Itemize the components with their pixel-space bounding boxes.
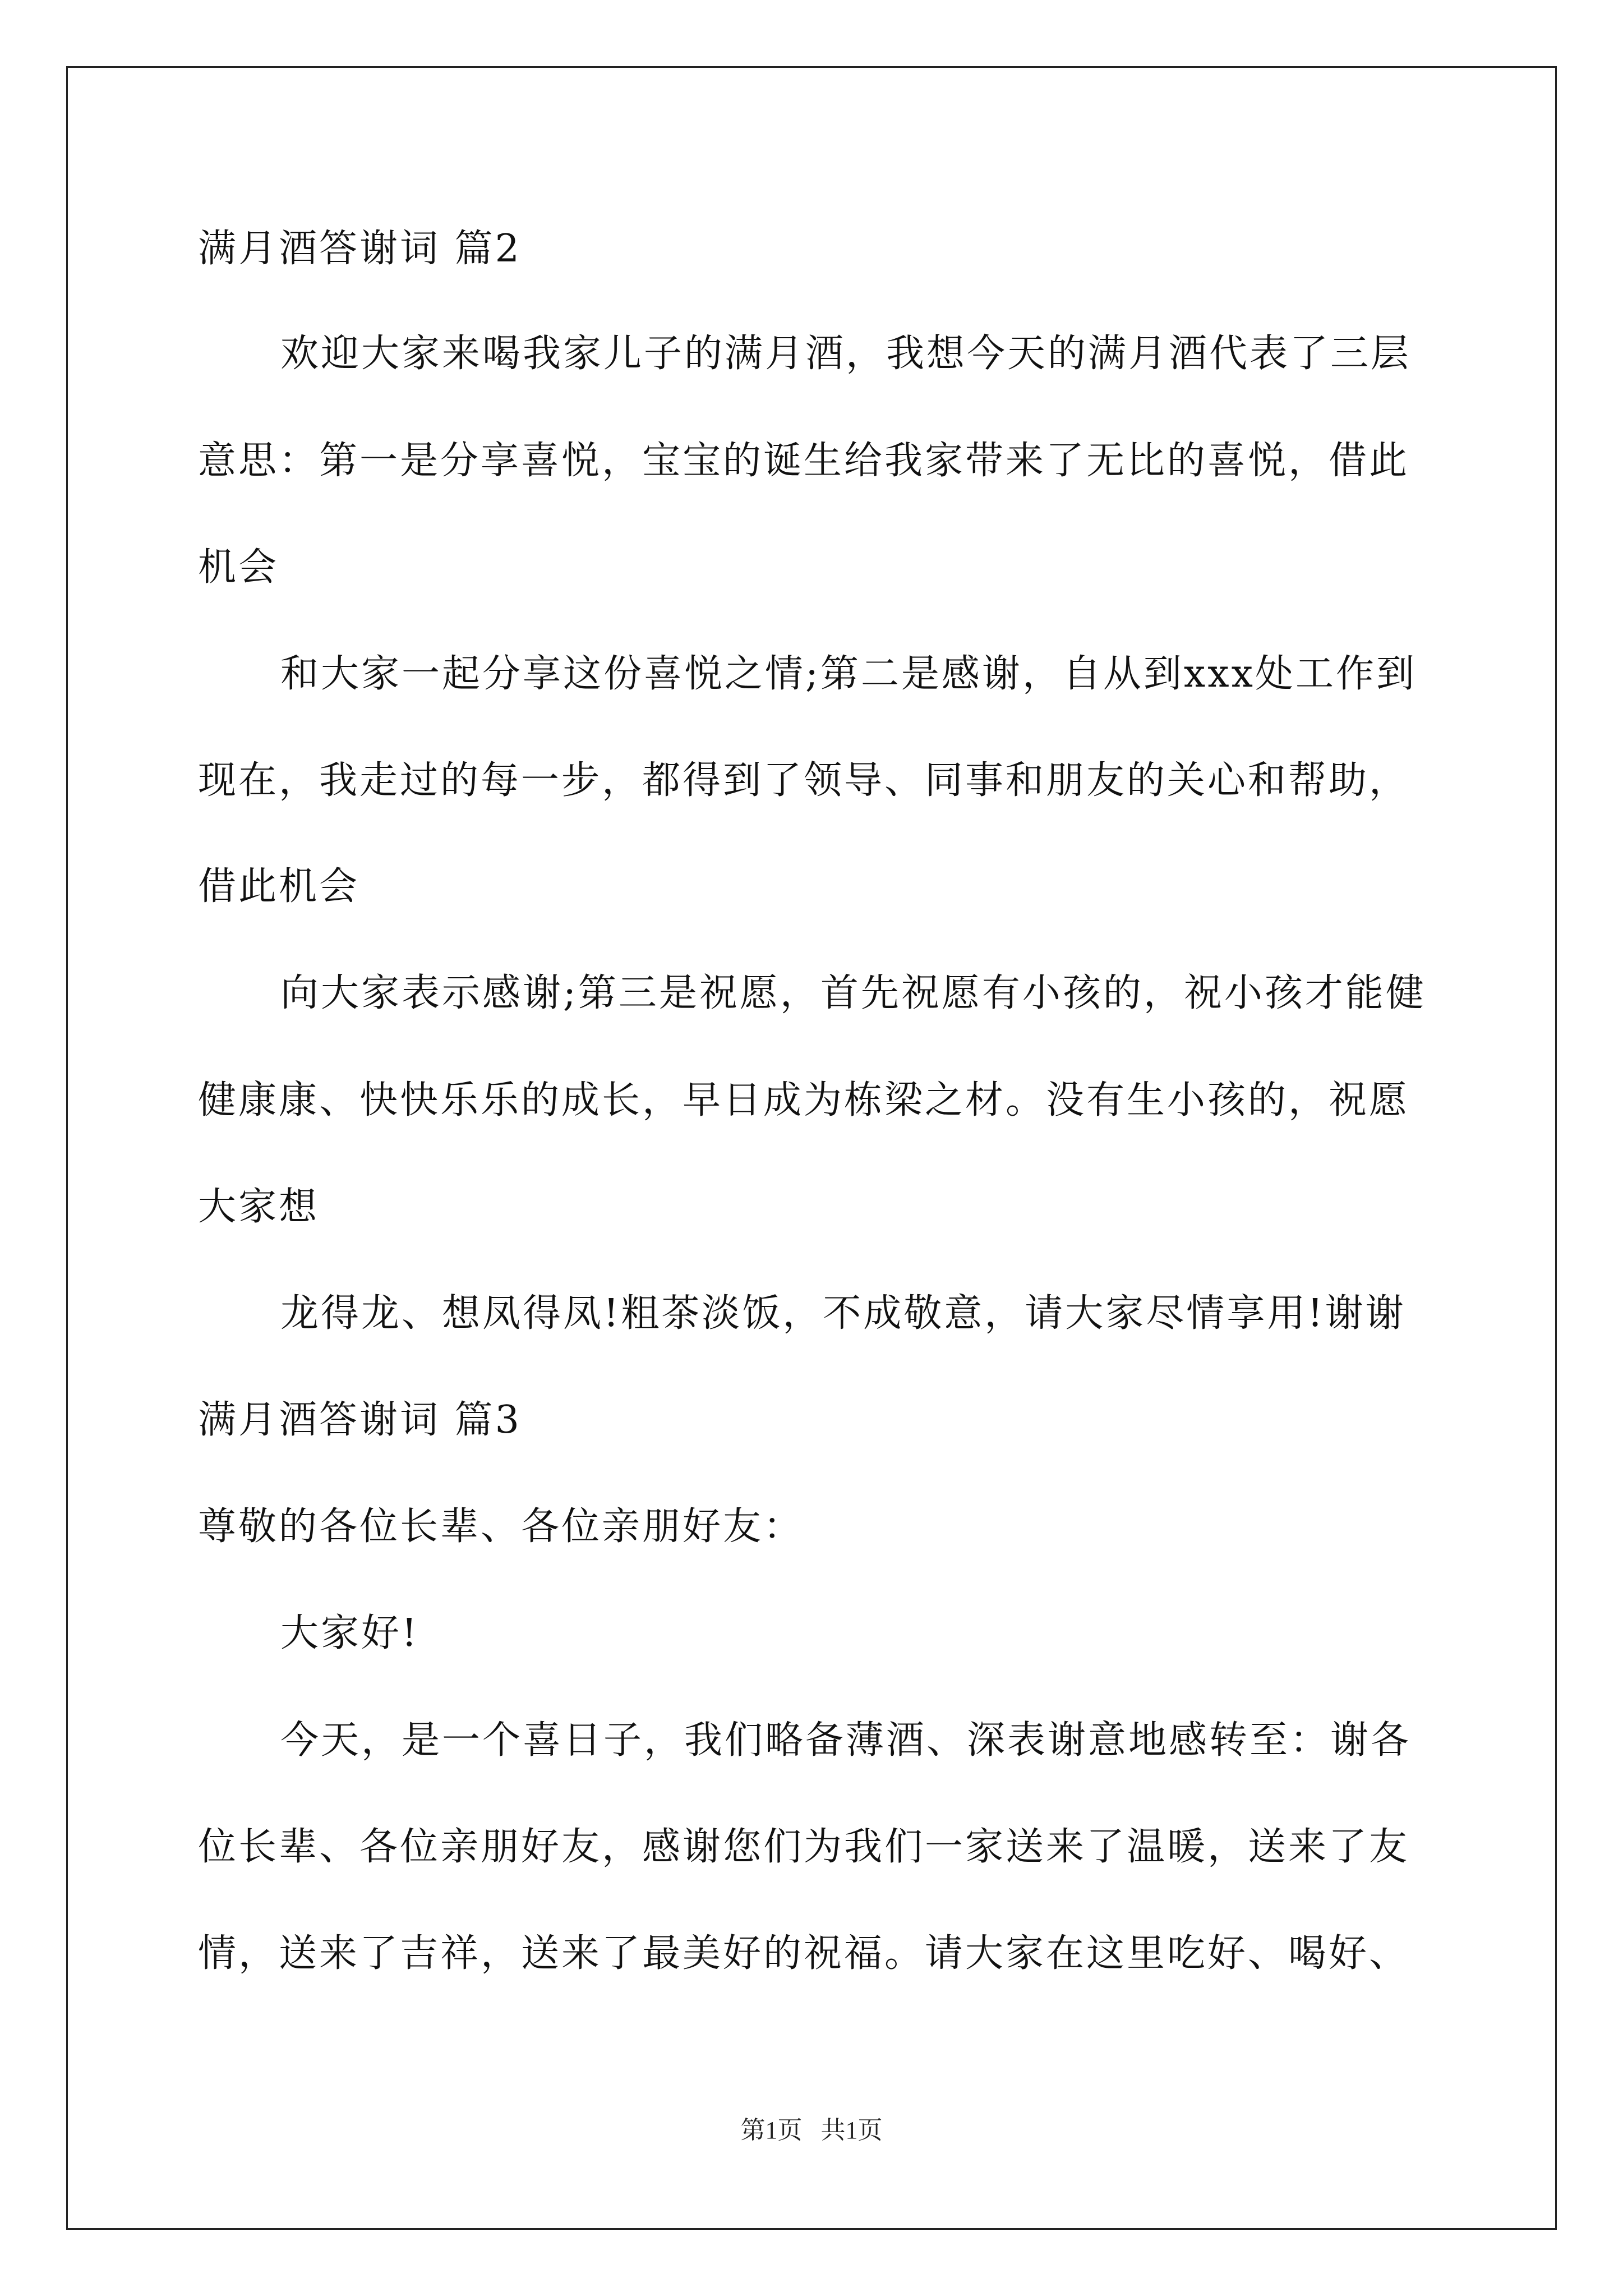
paragraph-line: 大家想	[198, 1185, 320, 1229]
page-footer: 第1页 共1页	[740, 2116, 883, 2144]
paragraph-line: 向大家表示感谢;第三是祝愿，首先祝愿有小孩的，祝小孩才能健	[280, 971, 1426, 1015]
section-heading-3: 满月酒答谢词 篇3	[198, 1398, 522, 1442]
greeting: 大家好!	[280, 1611, 419, 1655]
paragraph-line: 和大家一起分享这份喜悦之情;第二是感谢，自从到xxx处工作到	[280, 652, 1417, 696]
paragraph-line: 龙得龙、想凤得凤!粗茶淡饭，不成敬意，请大家尽情享用!谢谢	[280, 1291, 1406, 1336]
page-border	[66, 66, 1557, 2230]
paragraph-line: 位长辈、各位亲朋好友，感谢您们为我们一家送来了温暖，送来了友	[198, 1825, 1410, 1869]
paragraph-line: 意思：第一是分享喜悦，宝宝的诞生给我家带来了无比的喜悦，借此	[198, 439, 1410, 483]
salutation: 尊敬的各位长辈、各位亲朋好友：	[198, 1504, 804, 1549]
paragraph-line: 欢迎大家来喝我家儿子的满月酒，我想今天的满月酒代表了三层	[280, 332, 1412, 376]
paragraph-line: 现在，我走过的每一步，都得到了领导、同事和朋友的关心和帮助，	[198, 758, 1410, 803]
section-heading-2: 满月酒答谢词 篇2	[198, 227, 522, 271]
paragraph-line: 机会	[198, 545, 279, 590]
paragraph-line: 今天，是一个喜日子，我们略备薄酒、深表谢意地感转至：谢各	[280, 1718, 1412, 1763]
paragraph-line: 健康康、快快乐乐的成长，早日成为栋梁之材。没有生小孩的，祝愿	[198, 1078, 1410, 1122]
paragraph-line: 情，送来了吉祥，送来了最美好的祝福。请大家在这里吃好、喝好、	[198, 1931, 1410, 1976]
paragraph-line: 借此机会	[198, 864, 360, 909]
